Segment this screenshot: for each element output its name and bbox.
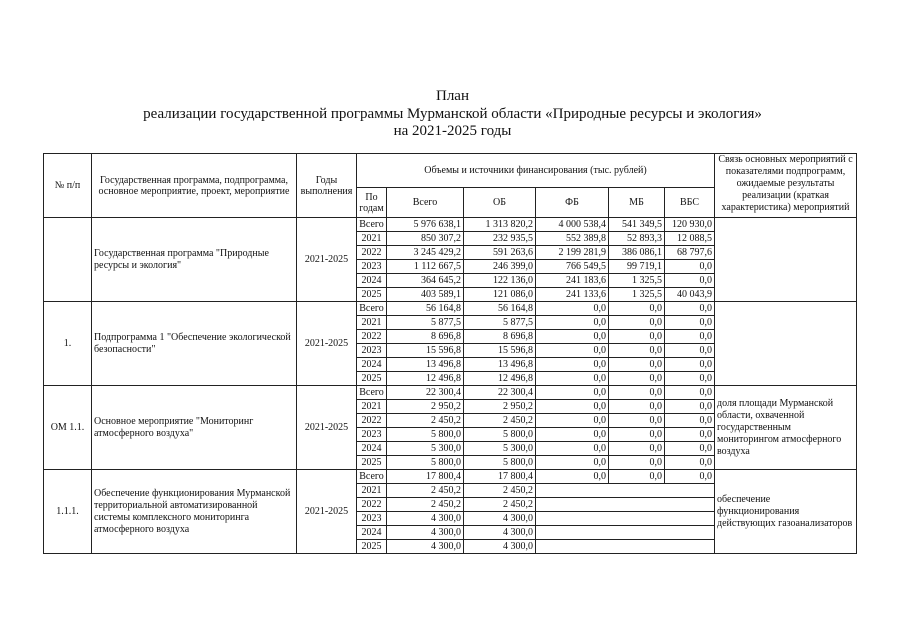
cell-ob: 4 300,0 (464, 526, 536, 540)
cell-ob: 246 399,0 (464, 260, 536, 274)
cell-mb: 0,0 (609, 372, 665, 386)
section-name: Обеспечение функционирования Мурманской территориальной автоматизированной системы комплексного мониторинга атмосферного воздуха (92, 470, 297, 554)
empty-cell (536, 526, 715, 540)
cell-total: 850 307,2 (387, 232, 464, 246)
cell-vbs: 0,0 (665, 316, 715, 330)
cell-vbs: 0,0 (665, 372, 715, 386)
cell-vbs: 0,0 (665, 330, 715, 344)
row-year: 2022 (357, 498, 387, 512)
section-link (715, 218, 857, 302)
cell-ob: 4 300,0 (464, 540, 536, 554)
cell-ob: 122 136,0 (464, 274, 536, 288)
cell-ob: 17 800,4 (464, 470, 536, 484)
cell-mb: 0,0 (609, 386, 665, 400)
cell-vbs: 0,0 (665, 302, 715, 316)
cell-total: 22 300,4 (387, 386, 464, 400)
row-year: 2021 (357, 484, 387, 498)
section-name: Основное мероприятие "Мониторинг атмосферного воздуха" (92, 386, 297, 470)
cell-mb: 0,0 (609, 400, 665, 414)
row-year: 2025 (357, 288, 387, 302)
cell-mb: 0,0 (609, 414, 665, 428)
cell-ob: 5 300,0 (464, 442, 536, 456)
cell-mb: 99 719,1 (609, 260, 665, 274)
cell-vbs: 40 043,9 (665, 288, 715, 302)
row-year: 2022 (357, 414, 387, 428)
section-name: Государственная программа "Природные ресурсы и экология" (92, 218, 297, 302)
cell-mb: 0,0 (609, 330, 665, 344)
cell-fb: 0,0 (536, 386, 609, 400)
cell-total: 1 112 667,5 (387, 260, 464, 274)
section-num: 1.1.1. (44, 470, 92, 554)
header-total: Всего (387, 188, 464, 218)
section-num: 1. (44, 302, 92, 386)
cell-ob: 13 496,8 (464, 358, 536, 372)
cell-fb: 0,0 (536, 414, 609, 428)
cell-vbs: 0,0 (665, 470, 715, 484)
section-name: Подпрограмма 1 "Обеспечение экологической безопасности" (92, 302, 297, 386)
row-year: 2024 (357, 442, 387, 456)
empty-cell (536, 484, 715, 498)
cell-total: 12 496,8 (387, 372, 464, 386)
row-year: 2022 (357, 330, 387, 344)
cell-fb: 0,0 (536, 330, 609, 344)
cell-fb: 766 549,5 (536, 260, 609, 274)
cell-mb: 0,0 (609, 456, 665, 470)
cell-total: 5 976 638,1 (387, 218, 464, 232)
header-ob: ОБ (464, 188, 536, 218)
cell-vbs: 120 930,0 (665, 218, 715, 232)
cell-ob: 56 164,8 (464, 302, 536, 316)
row-year: 2021 (357, 316, 387, 330)
cell-fb: 0,0 (536, 400, 609, 414)
cell-fb: 241 183,6 (536, 274, 609, 288)
cell-fb: 0,0 (536, 428, 609, 442)
cell-ob: 8 696,8 (464, 330, 536, 344)
cell-mb: 0,0 (609, 470, 665, 484)
cell-total: 5 800,0 (387, 428, 464, 442)
cell-fb: 552 389,8 (536, 232, 609, 246)
empty-cell (536, 498, 715, 512)
cell-vbs: 0,0 (665, 442, 715, 456)
cell-total: 2 450,2 (387, 484, 464, 498)
cell-ob: 5 800,0 (464, 428, 536, 442)
section-years: 2021-2025 (297, 386, 357, 470)
cell-vbs: 12 088,5 (665, 232, 715, 246)
header-vbs: ВБС (665, 188, 715, 218)
cell-fb: 0,0 (536, 316, 609, 330)
cell-total: 2 450,2 (387, 414, 464, 428)
header-years: Годы выполнения (297, 154, 357, 218)
cell-ob: 591 263,6 (464, 246, 536, 260)
cell-fb: 0,0 (536, 302, 609, 316)
row-year: 2022 (357, 246, 387, 260)
row-year: 2025 (357, 540, 387, 554)
cell-total: 13 496,8 (387, 358, 464, 372)
header-fb: ФБ (536, 188, 609, 218)
header-funding: Объемы и источники финансирования (тыс. рублей) (357, 154, 715, 188)
cell-vbs: 68 797,6 (665, 246, 715, 260)
cell-ob: 5 800,0 (464, 456, 536, 470)
section-link: обеспечение функционирования действующих газоанализаторов (715, 470, 857, 554)
cell-total: 17 800,4 (387, 470, 464, 484)
cell-mb: 0,0 (609, 428, 665, 442)
cell-fb: 2 199 281,9 (536, 246, 609, 260)
cell-fb: 0,0 (536, 372, 609, 386)
document-period: на 2021-2025 годы (393, 123, 512, 139)
cell-fb: 0,0 (536, 442, 609, 456)
cell-total: 56 164,8 (387, 302, 464, 316)
cell-ob: 1 313 820,2 (464, 218, 536, 232)
cell-ob: 232 935,5 (464, 232, 536, 246)
cell-vbs: 0,0 (665, 260, 715, 274)
row-year: 2021 (357, 232, 387, 246)
row-year: 2023 (357, 260, 387, 274)
cell-mb: 0,0 (609, 302, 665, 316)
cell-total: 5 800,0 (387, 456, 464, 470)
cell-mb: 0,0 (609, 316, 665, 330)
document-subtitle: реализации государственной программы Мурманской области «Природные ресурсы и экология» (143, 106, 762, 122)
cell-mb: 541 349,5 (609, 218, 665, 232)
document-title: План (435, 88, 469, 104)
cell-vbs: 0,0 (665, 274, 715, 288)
cell-total: 5 877,5 (387, 316, 464, 330)
cell-ob: 2 450,2 (464, 484, 536, 498)
cell-total: 8 696,8 (387, 330, 464, 344)
cell-ob: 121 086,0 (464, 288, 536, 302)
cell-ob: 4 300,0 (464, 512, 536, 526)
row-year: Всего (357, 302, 387, 316)
cell-vbs: 0,0 (665, 358, 715, 372)
cell-ob: 2 950,2 (464, 400, 536, 414)
row-year: Всего (357, 218, 387, 232)
cell-vbs: 0,0 (665, 386, 715, 400)
section-link (715, 302, 857, 386)
row-year: 2024 (357, 526, 387, 540)
section-years: 2021-2025 (297, 218, 357, 302)
cell-total: 4 300,0 (387, 540, 464, 554)
cell-ob: 12 496,8 (464, 372, 536, 386)
cell-mb: 0,0 (609, 442, 665, 456)
row-year: 2024 (357, 358, 387, 372)
cell-vbs: 0,0 (665, 456, 715, 470)
cell-mb: 1 325,5 (609, 274, 665, 288)
section-years: 2021-2025 (297, 470, 357, 554)
row-year: 2023 (357, 428, 387, 442)
cell-fb: 0,0 (536, 456, 609, 470)
cell-mb: 1 325,5 (609, 288, 665, 302)
cell-vbs: 0,0 (665, 414, 715, 428)
row-year: 2025 (357, 372, 387, 386)
cell-total: 15 596,8 (387, 344, 464, 358)
cell-fb: 0,0 (536, 358, 609, 372)
cell-total: 403 589,1 (387, 288, 464, 302)
cell-total: 364 645,2 (387, 274, 464, 288)
cell-ob: 2 450,2 (464, 414, 536, 428)
empty-cell (536, 512, 715, 526)
section-num (44, 218, 92, 302)
row-year: Всего (357, 386, 387, 400)
row-year: 2025 (357, 456, 387, 470)
cell-mb: 0,0 (609, 358, 665, 372)
empty-cell (536, 540, 715, 554)
cell-ob: 22 300,4 (464, 386, 536, 400)
cell-fb: 241 133,6 (536, 288, 609, 302)
row-year: 2024 (357, 274, 387, 288)
header-mb: МБ (609, 188, 665, 218)
cell-ob: 2 450,2 (464, 498, 536, 512)
row-year: 2021 (357, 400, 387, 414)
cell-fb: 0,0 (536, 344, 609, 358)
cell-mb: 52 893,3 (609, 232, 665, 246)
cell-fb: 4 000 538,4 (536, 218, 609, 232)
cell-total: 5 300,0 (387, 442, 464, 456)
cell-mb: 0,0 (609, 344, 665, 358)
plan-table (43, 153, 857, 554)
header-by-year: По годам (357, 188, 387, 218)
cell-vbs: 0,0 (665, 400, 715, 414)
row-year: 2023 (357, 344, 387, 358)
cell-vbs: 0,0 (665, 344, 715, 358)
section-link: доля площади Мурманской области, охваченной государственным мониторингом атмосферного воздуха (715, 386, 857, 470)
cell-total: 2 950,2 (387, 400, 464, 414)
cell-ob: 5 877,5 (464, 316, 536, 330)
cell-fb: 0,0 (536, 470, 609, 484)
section-years: 2021-2025 (297, 302, 357, 386)
row-year: 2023 (357, 512, 387, 526)
cell-total: 2 450,2 (387, 498, 464, 512)
header-num: № п/п (44, 154, 92, 218)
cell-total: 4 300,0 (387, 526, 464, 540)
cell-total: 3 245 429,2 (387, 246, 464, 260)
row-year: Всего (357, 470, 387, 484)
cell-vbs: 0,0 (665, 428, 715, 442)
cell-ob: 15 596,8 (464, 344, 536, 358)
cell-total: 4 300,0 (387, 512, 464, 526)
section-num: ОМ 1.1. (44, 386, 92, 470)
header-name: Государственная программа, подпрограмма, основное мероприятие, проект, мероприятие (92, 154, 297, 218)
header-link: Связь основных мероприятий с показателями подпрограмм, ожидаемые результаты реализации (краткая характеристика) мероприятий (715, 154, 857, 218)
cell-mb: 386 086,1 (609, 246, 665, 260)
